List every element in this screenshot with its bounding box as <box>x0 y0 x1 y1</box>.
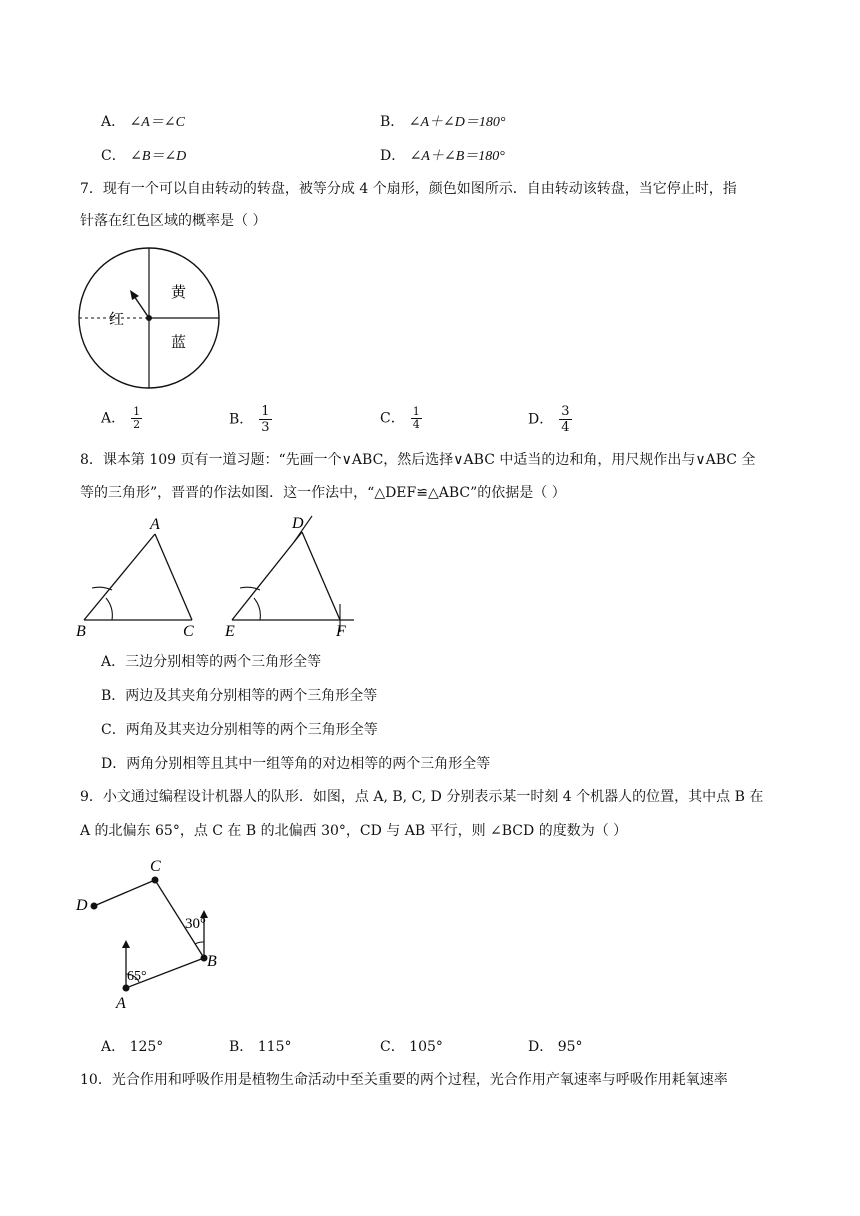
formation-lines <box>94 880 204 988</box>
q8-option-d: D．两角分别相等且其中一组等角的对边相等的两个三角形全等 <box>101 756 491 772</box>
q6-option-c-text: ∠B＝∠D <box>130 149 187 164</box>
q9-option-a-letter: A． <box>101 1039 126 1055</box>
robot-label-c: C <box>150 858 161 875</box>
q6-option-b-text: ∠A＋∠D＝180° <box>408 115 506 130</box>
numerator: 1 <box>261 404 270 419</box>
angle-65-label: 65° <box>127 969 147 984</box>
q7-option-d-fraction <box>559 404 571 435</box>
point-label-d: D <box>292 515 304 532</box>
q7-option-a-letter: A． <box>101 410 126 427</box>
q8-option-c: C．两角及其夹边分别相等的两个三角形全等 <box>101 722 378 738</box>
construction-figure <box>72 512 372 644</box>
q6-option-a <box>101 111 185 134</box>
q6-option-c <box>101 145 186 168</box>
q10-stem-line1: 10．光合作用和呼吸作用是植物生命活动中至关重要的两个过程，光合作用产氧速率与呼吸作用耗氧速率 <box>80 1072 728 1088</box>
spinner-center-dot <box>146 315 152 321</box>
q9-stem-line2: A 的北偏东 65°，点 C 在 B 的北偏西 30°，CD 与 AB 平行，则 ∠BCD 的度数为（ ） <box>80 823 628 839</box>
pointer-arrow-icon <box>130 290 139 300</box>
q9-option-c <box>380 1036 443 1058</box>
angle-30-label: 30° <box>185 916 206 932</box>
denominator: 4 <box>412 418 420 431</box>
point-label-c: C <box>183 623 194 640</box>
q7-option-a-fraction <box>131 406 142 431</box>
spinner-pointer <box>134 296 149 318</box>
denominator: 3 <box>261 420 270 435</box>
denominator: 2 <box>133 418 141 431</box>
q9-option-d <box>528 1036 583 1058</box>
q8-option-a: A．三边分别相等的两个三角形全等 <box>101 654 322 670</box>
numerator: 3 <box>561 404 570 419</box>
point-label-e: E <box>225 623 235 640</box>
point-c-dot <box>152 877 159 884</box>
q6-option-c-letter: C． <box>101 148 126 164</box>
numerator: 1 <box>133 405 141 418</box>
point-label-b: B <box>76 623 86 640</box>
q9-option-a <box>101 1036 163 1058</box>
robot-label-d: D <box>76 897 88 914</box>
q6-option-d-text: ∠A＋∠B＝180° <box>409 149 505 164</box>
q7-stem-line1: 7．现有一个可以自由转动的转盘，被等分成 4 个扇形，颜色如图所示．自由转动该转盘，当它停止时，指 <box>80 181 737 197</box>
q6-option-d-letter: D． <box>380 148 406 164</box>
q9-option-b-letter: B． <box>229 1039 254 1055</box>
q9-option-d-value: 95° <box>557 1039 583 1055</box>
q7-option-b <box>229 404 272 435</box>
q9-option-a-value: 125° <box>129 1039 164 1055</box>
north-arrow-icon-a <box>122 940 130 948</box>
q8-option-b: B．两边及其夹角分别相等的两个三角形全等 <box>101 688 378 704</box>
q7-option-c-fraction <box>411 406 422 431</box>
q7-option-a <box>101 406 142 431</box>
q7-option-b-fraction <box>259 404 271 435</box>
robot-formation-figure <box>74 856 234 1016</box>
label-red: 红 <box>109 312 125 328</box>
numerator: 1 <box>412 405 420 418</box>
point-label-a: A <box>150 516 160 533</box>
q8-stem-line1: 8．课本第 109 页有一道习题：“先画一个∨ABC，然后选择∨ABC 中适当的边和角，用尺规作出与∨ABC 全 <box>80 452 756 468</box>
spinner-figure <box>74 244 234 394</box>
q9-option-c-letter: C． <box>380 1039 405 1055</box>
label-yellow: 黄 <box>171 285 187 301</box>
q6-option-a-letter: A． <box>101 114 126 130</box>
robot-label-b: B <box>207 953 217 970</box>
q6-option-b-letter: B． <box>380 114 405 130</box>
q7-option-b-letter: B． <box>229 411 254 428</box>
denominator: 4 <box>561 420 570 435</box>
label-blue: 蓝 <box>171 335 187 351</box>
q6-option-a-text: ∠A＝∠C <box>129 115 185 130</box>
q6-option-b <box>380 111 505 134</box>
triangle-def <box>232 516 354 632</box>
q9-stem-line1: 9．小文通过编程设计机器人的队形．如图，点 A, B, C, D 分别表示某一时刻 4 个机器人的位置，其中点 B 在 <box>80 789 764 805</box>
point-d-dot <box>91 903 98 910</box>
q8-stem-line2: 等的三角形”，晋晋的作法如图．这一作法中，“△DEF≌△ABC”的依据是（ ） <box>80 485 566 501</box>
q6-option-d <box>380 145 505 168</box>
q7-option-c <box>380 406 422 431</box>
q9-option-c-value: 105° <box>409 1039 443 1055</box>
q7-stem-line2: 针落在红色区域的概率是（ ） <box>80 213 267 229</box>
q9-option-b <box>229 1036 291 1058</box>
q7-option-c-letter: C． <box>380 410 405 427</box>
robot-label-a: A <box>116 995 126 1012</box>
q7-option-d <box>528 404 572 435</box>
q7-option-d-letter: D． <box>528 411 554 428</box>
point-label-f: F <box>336 623 346 640</box>
point-a-dot <box>123 985 130 992</box>
triangle-abc <box>84 534 192 620</box>
q9-option-b-value: 115° <box>257 1039 292 1055</box>
q9-option-d-letter: D． <box>528 1039 554 1055</box>
